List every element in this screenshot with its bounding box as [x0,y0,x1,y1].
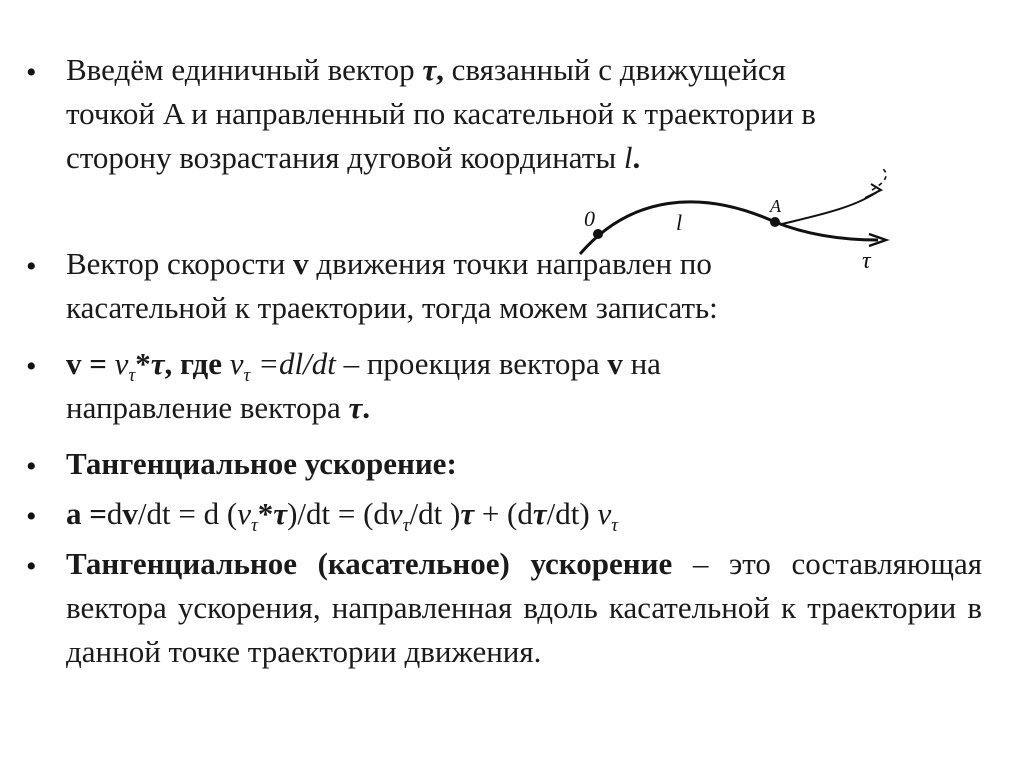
trajectory-arrowhead [865,184,881,198]
bullet-4: • [26,450,37,483]
l-symbol: l [623,140,633,175]
b1-text-1: Введём единичный вектор [66,52,423,87]
b3-vt-sub: τ [128,365,136,386]
b5-d1: d [106,496,123,531]
b3-tau2: τ [348,390,363,425]
trajectory-continuation [782,190,880,224]
b3-dot: . [362,390,370,425]
b3-tau: τ [150,346,165,381]
b5-a: a [66,496,82,531]
point-a [770,217,780,227]
b6-rest: – это составляющая вектора ускорения, направленная вдоль касательной к траектории в данной точке траектории движения. [66,546,982,669]
b2-text-2: движения точки направлен по [308,246,712,281]
paragraph-unit-vector [66,48,1006,180]
b3-v2: v [607,346,623,381]
b3-eq: = [81,346,115,381]
b5-v: v [122,496,138,531]
b5-plus: + (d [474,496,533,531]
b3-star: * [135,346,151,381]
origin-label: 0 [584,206,595,231]
b6-bold-term: Тангенциальное (касательное) ускорение [66,546,673,581]
b3-vt: v [114,346,129,381]
b3-na: на [622,346,661,381]
b5-tau2: τ [460,496,475,531]
b1-text-2: связанный с движущейся [443,52,786,87]
b3-vt2: v [229,346,244,381]
b5-dt2: )/dt = (d [287,496,389,531]
b3-dash: – проекция вектора [335,346,608,381]
b3-vt2-sub: τ [243,365,251,386]
b5-vt-sub: τ [250,515,258,536]
bullet-5: • [26,500,37,533]
arc-label-l: l [676,210,683,235]
acceleration-formula [66,492,996,536]
b5-tau: τ [273,496,288,531]
b5-star: * [257,496,274,531]
b1-text-3: сторону возрастания дуговой координаты [66,140,624,175]
paragraph-velocity [66,242,946,330]
bullet-2: • [26,250,37,283]
b3-gde: , где [164,346,230,381]
b2-text-1: Вектор скорости [66,246,294,281]
b5-vt3: v [597,496,612,531]
b3-v: v [66,346,82,381]
bullet-1: • [26,56,37,89]
b5-vt2-sub: τ [402,515,410,536]
b3-dldt: =dl/dt [250,346,336,381]
b5-vt3-sub: τ [611,515,619,536]
b5-dt4: /dt) [546,496,598,531]
v-symbol: v [293,246,309,281]
b1-dot: . [632,140,641,175]
point-a-label: A [770,196,781,216]
b5-eq1: = [81,496,107,531]
paragraph-definition [66,542,982,674]
b5-dt1: /dt = d ( [137,496,238,531]
b5-vt2: v [388,496,403,531]
bullet-6: • [26,550,37,583]
tau-label: τ [862,248,871,274]
b5-dt3: /dt ) [409,496,461,531]
bullet-3: • [26,350,37,383]
b3-line-2: направление вектора [66,390,349,425]
paragraph-velocity-formula [66,342,996,430]
b2-line-2: касательной к траектории, тогда можем записать: [66,290,718,325]
b1-comma: , [436,52,444,87]
b1-line-2: точкой A и направленный по касательной к траектории в [66,96,816,131]
heading-tangential-acceleration: Тангенциальное ускорение: [66,446,457,481]
tau-symbol: τ [422,52,437,87]
b5-tau3: τ [532,496,547,531]
b5-vt: v [237,496,251,531]
